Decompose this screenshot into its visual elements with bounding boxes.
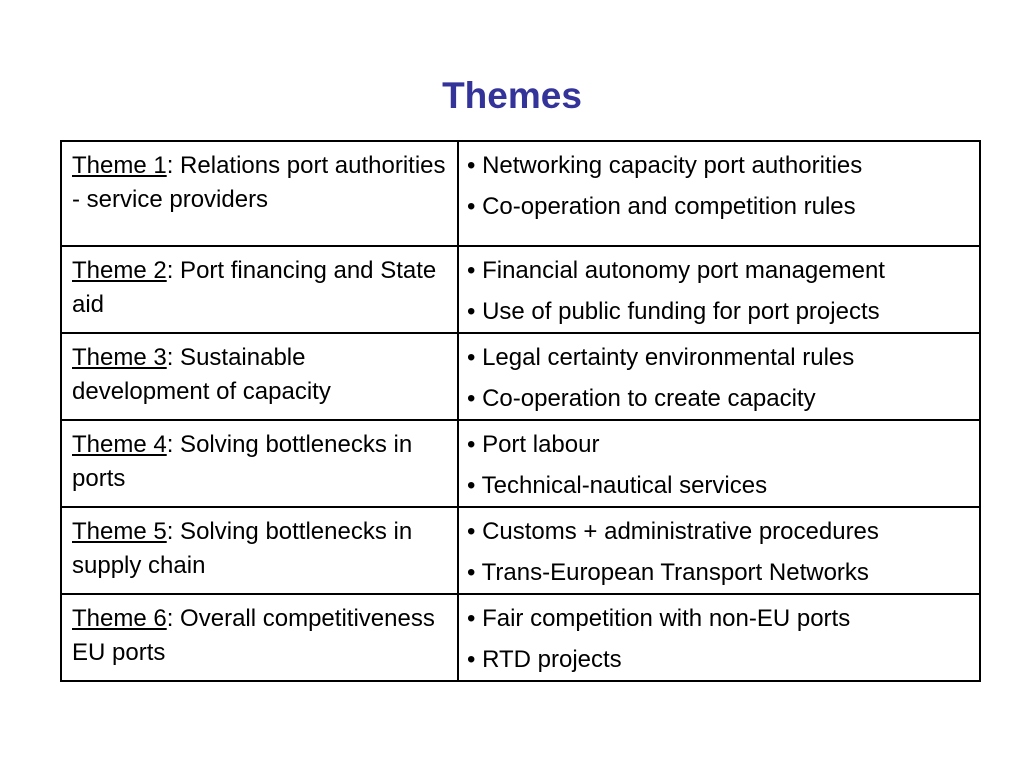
table-row xyxy=(61,333,980,420)
theme-name: Theme 6 xyxy=(72,605,167,632)
theme-cell xyxy=(61,141,458,246)
table-row xyxy=(61,141,980,246)
theme-cell xyxy=(61,594,458,681)
theme-name: Theme 3 xyxy=(72,344,167,371)
bullet-item: • Technical-nautical services xyxy=(467,472,768,499)
theme-points-cell xyxy=(458,420,980,507)
table-row xyxy=(61,594,980,681)
bullet-item: • Trans-European Transport Networks xyxy=(467,559,869,586)
bullet-item: • Co-operation and competition rules xyxy=(467,193,856,220)
theme-name: Theme 5 xyxy=(72,518,167,545)
theme-description: : Solving bottlenecks in supply chain xyxy=(72,518,413,579)
theme-points-cell xyxy=(458,333,980,420)
bullet-item: • Financial autonomy port management xyxy=(467,257,885,284)
theme-description: : Solving bottlenecks in ports xyxy=(72,431,413,492)
theme-name: Theme 4 xyxy=(72,431,167,458)
bullet-item: • Port labour xyxy=(467,431,600,458)
theme-points-cell xyxy=(458,141,980,246)
theme-points-cell xyxy=(458,246,980,333)
bullet-item: • Use of public funding for port projects xyxy=(467,298,880,325)
table-row xyxy=(61,507,980,594)
theme-points-cell xyxy=(458,594,980,681)
table-row xyxy=(61,420,980,507)
bullet-item: • Fair competition with non-EU ports xyxy=(467,605,851,632)
bullet-item: • RTD projects xyxy=(467,646,622,673)
theme-description: : Relations port authorities - service providers xyxy=(72,152,446,213)
theme-cell xyxy=(61,333,458,420)
themes-table xyxy=(60,140,981,682)
theme-cell xyxy=(61,507,458,594)
theme-cell xyxy=(61,246,458,333)
slide-title: Themes xyxy=(442,75,582,116)
theme-cell xyxy=(61,420,458,507)
theme-description: : Overall competitiveness EU ports xyxy=(72,605,435,666)
table-row xyxy=(61,246,980,333)
bullet-item: • Customs + administrative procedures xyxy=(467,518,879,545)
theme-description: : Port financing and State aid xyxy=(72,257,437,318)
theme-points-cell xyxy=(458,507,980,594)
bullet-item: • Co-operation to create capacity xyxy=(467,385,816,412)
theme-name: Theme 1 xyxy=(72,152,167,179)
bullet-item: • Networking capacity port authorities xyxy=(467,152,863,179)
bullet-item: • Legal certainty environmental rules xyxy=(467,344,855,371)
theme-description: : Sustainable development of capacity xyxy=(72,344,331,405)
theme-name: Theme 2 xyxy=(72,257,167,284)
